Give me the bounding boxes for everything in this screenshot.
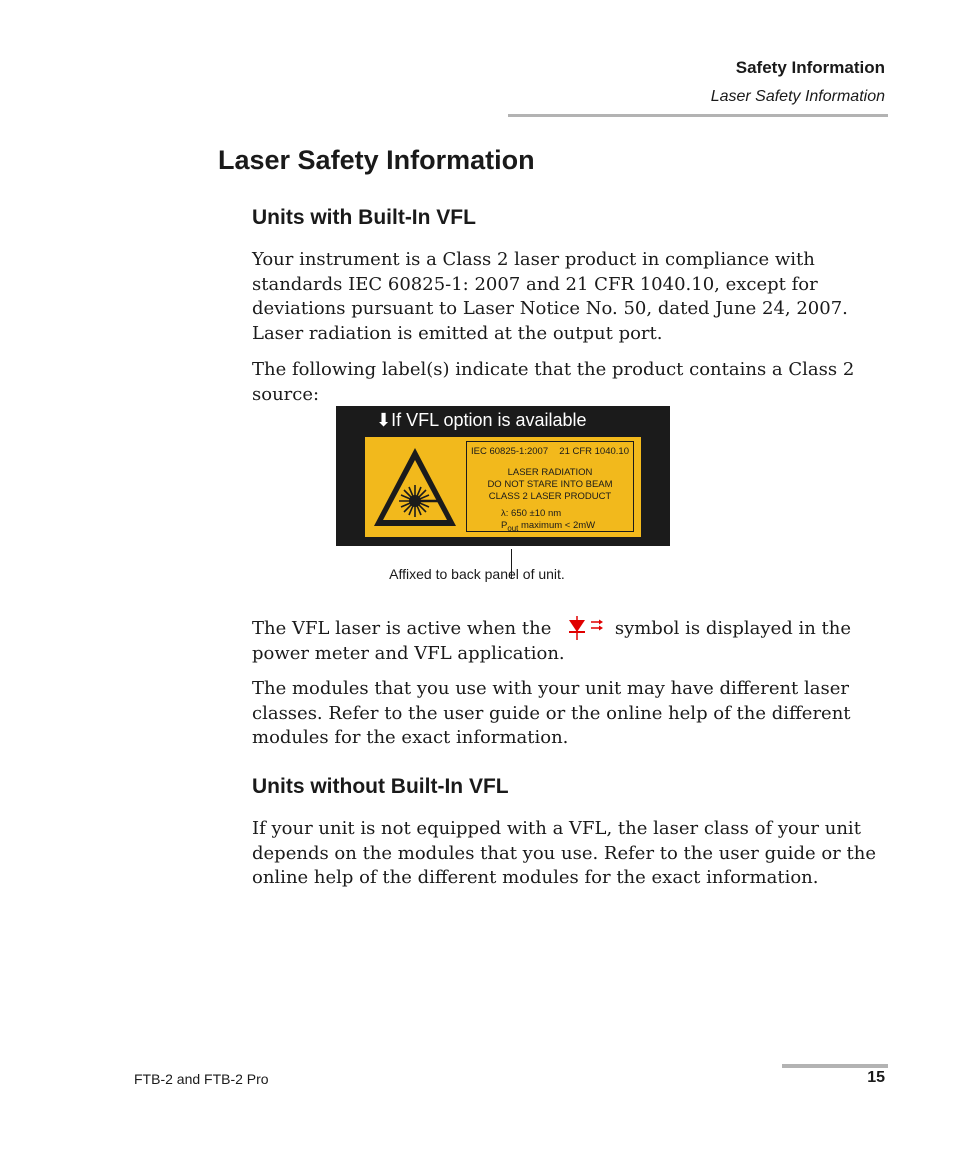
running-header-chapter: Safety Information: [735, 58, 885, 77]
modules-paragraph: The modules that you use with your unit may have different laser classes. Refer to the user guide or the online help of the different modules for the exact information.: [252, 678, 851, 748]
footer-rule: [782, 1064, 888, 1068]
page-title: Laser Safety Information: [218, 145, 535, 175]
labels-paragraph: The following label(s) indicate that the product contains a Class 2 source:: [252, 359, 855, 405]
label-laser-radiation: LASER RADIATION: [507, 467, 593, 478]
vfl-laser-diode-icon: [557, 616, 609, 640]
wavelength-symbol: λ:: [501, 508, 509, 519]
vfl-text-after: symbol is displayed in the power meter and VFL application.: [252, 618, 851, 664]
page-number: 15: [867, 1069, 885, 1086]
label-output-power: [501, 520, 595, 533]
laser-hazard-triangle-icon: [370, 442, 460, 532]
power-value: maximum < 2mW: [520, 520, 596, 531]
label-header-text: If VFL option is available: [391, 410, 587, 430]
heading-units-with-vfl: Units with Built-In VFL: [252, 206, 476, 229]
running-header-section: Laser Safety Information: [710, 88, 885, 105]
label-text-panel: [466, 441, 634, 532]
laser-safety-label: [336, 406, 670, 546]
label-header: [376, 410, 587, 431]
down-arrow-icon: ⬇: [376, 410, 392, 430]
power-subscript: out: [507, 523, 519, 533]
heading-units-without-vfl: Units without Built-In VFL: [252, 775, 509, 798]
vfl-active-paragraph: [252, 616, 892, 666]
standards-row: [471, 446, 629, 457]
label-do-not-stare: DO NOT STARE INTO BEAM: [487, 479, 613, 490]
wavelength-value: 650 ±10 nm: [511, 508, 562, 519]
without-vfl-paragraph: If your unit is not equipped with a VFL, the laser class of your unit depends on the modules that you use. Refer to the user guide or the online help of the different modules for the exact information.: [252, 818, 876, 888]
label-laser-class: CLASS 2 LASER PRODUCT: [488, 491, 612, 502]
footer-product-name: FTB-2 and FTB-2 Pro: [134, 1071, 269, 1087]
standard-iec: IEC 60825-1:2007: [471, 446, 549, 457]
vfl-text-before: The VFL laser is active when the: [252, 618, 552, 639]
intro-paragraph: Your instrument is a Class 2 laser product in compliance with standards IEC 60825-1: 2007 and 21 CFR 1040.10, except for deviations pursuant to Laser Notice No. 50, dated June 24, 2007. Laser radiation is emitted at the output port.: [252, 249, 848, 344]
header-rule: [508, 114, 888, 117]
label-wavelength: [501, 508, 561, 519]
label-callout: Affixed to back panel of unit.: [389, 566, 565, 582]
standard-cfr: 21 CFR 1040.10: [559, 446, 629, 457]
power-symbol: P: [501, 520, 508, 531]
laser-warning-panel: [363, 435, 643, 539]
